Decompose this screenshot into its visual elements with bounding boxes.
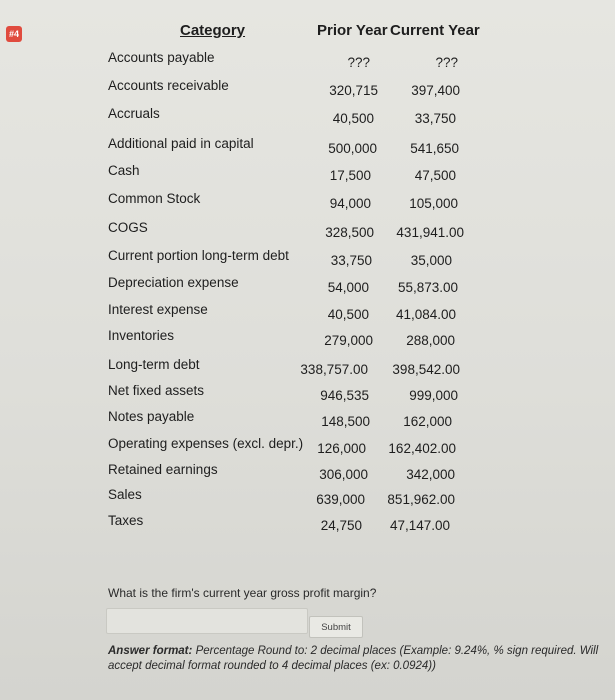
table-row xyxy=(0,409,615,435)
answer-format-label: Answer format: xyxy=(108,645,193,657)
table-row xyxy=(0,302,615,328)
row-category: Sales xyxy=(108,487,142,502)
row-category: Taxes xyxy=(108,513,144,528)
row-current-value: 162,402.00 xyxy=(388,441,456,456)
current-year-header: Current Year xyxy=(390,22,480,39)
row-prior-value: ??? xyxy=(347,55,370,70)
row-current-value: 342,000 xyxy=(406,467,455,482)
row-current-value: 55,873.00 xyxy=(397,280,458,295)
table-row xyxy=(0,275,615,301)
row-current-value: 33,750 xyxy=(414,111,456,126)
table-row xyxy=(0,163,615,189)
row-prior-value: 639,000 xyxy=(316,492,365,507)
row-current-value: 47,147.00 xyxy=(389,518,450,533)
table-row xyxy=(0,513,615,539)
row-category: Interest expense xyxy=(108,302,208,317)
row-prior-value: 279,000 xyxy=(324,333,373,348)
row-category: Net fixed assets xyxy=(108,383,205,398)
row-category: Long-term debt xyxy=(108,357,200,372)
table-row xyxy=(0,383,615,409)
row-current-value: 397,400 xyxy=(411,83,460,98)
row-current-value: 541,650 xyxy=(410,141,459,156)
row-prior-value: 33,750 xyxy=(330,253,372,268)
row-current-value: 999,000 xyxy=(409,388,458,403)
row-current-value: 288,000 xyxy=(406,333,455,348)
row-prior-value: 328,500 xyxy=(325,225,374,240)
row-current-value: 851,962.00 xyxy=(387,492,455,507)
row-current-value: 431,941.00 xyxy=(396,225,464,240)
row-current-value: 41,084.00 xyxy=(395,307,456,322)
row-prior-value: 17,500 xyxy=(329,168,371,183)
row-prior-value: 320,715 xyxy=(329,83,378,98)
row-category: Current portion long-term debt xyxy=(108,248,289,263)
row-current-value: 398,542.00 xyxy=(392,362,460,377)
table-row xyxy=(0,487,615,513)
row-category: Depreciation expense xyxy=(108,275,239,290)
row-prior-value: 24,750 xyxy=(320,518,362,533)
row-prior-value: 148,500 xyxy=(321,414,370,429)
row-category: Operating expenses (excl. depr.) xyxy=(108,436,304,451)
answer-input[interactable] xyxy=(106,608,308,634)
category-header: Category xyxy=(180,22,246,39)
table-row xyxy=(0,50,615,76)
table-row xyxy=(0,436,615,462)
row-category: Notes payable xyxy=(108,409,195,424)
row-category: Additional paid in capital xyxy=(108,136,254,151)
row-category: Accounts receivable xyxy=(108,78,229,93)
row-prior-value: 500,000 xyxy=(328,141,377,156)
row-current-value: 162,000 xyxy=(403,414,452,429)
row-prior-value: 946,535 xyxy=(320,388,369,403)
table-row xyxy=(0,328,615,354)
answer-format-note xyxy=(108,644,615,674)
row-prior-value: 40,500 xyxy=(332,111,374,126)
table-row xyxy=(0,248,615,274)
row-category: COGS xyxy=(108,220,148,235)
row-prior-value: 54,000 xyxy=(327,280,369,295)
row-prior-value: 338,757.00 xyxy=(300,362,368,377)
question-text: What is the firm's current year gross profit margin? xyxy=(108,586,377,600)
row-category: Accruals xyxy=(108,106,160,121)
prior-year-header: Prior Year xyxy=(317,22,388,39)
table-row xyxy=(0,191,615,217)
answer-format-text: Percentage Round to: 2 decimal places (Example: 9.24%, % sign required. Will accept decimal format rounded to 4 decimal places (ex: 0.0924)) xyxy=(108,645,599,672)
submit-button[interactable]: Submit xyxy=(309,616,363,638)
row-category: Cash xyxy=(108,163,140,178)
row-current-value: 35,000 xyxy=(410,253,452,268)
row-prior-value: 126,000 xyxy=(317,441,366,456)
row-current-value: 47,500 xyxy=(414,168,456,183)
row-category: Common Stock xyxy=(108,191,201,206)
table-row xyxy=(0,78,615,104)
table-row xyxy=(0,220,615,246)
row-category: Inventories xyxy=(108,328,175,343)
row-current-value: 105,000 xyxy=(409,196,458,211)
row-current-value: ??? xyxy=(435,55,458,70)
row-prior-value: 306,000 xyxy=(319,467,368,482)
row-prior-value: 94,000 xyxy=(329,196,371,211)
table-row xyxy=(0,357,615,383)
row-category: Accounts payable xyxy=(108,50,215,65)
question-number-badge: #4 xyxy=(6,26,22,42)
table-row xyxy=(0,462,615,488)
row-category: Retained earnings xyxy=(108,462,218,477)
row-prior-value: 40,500 xyxy=(327,307,369,322)
table-row xyxy=(0,136,615,162)
table-row xyxy=(0,106,615,132)
